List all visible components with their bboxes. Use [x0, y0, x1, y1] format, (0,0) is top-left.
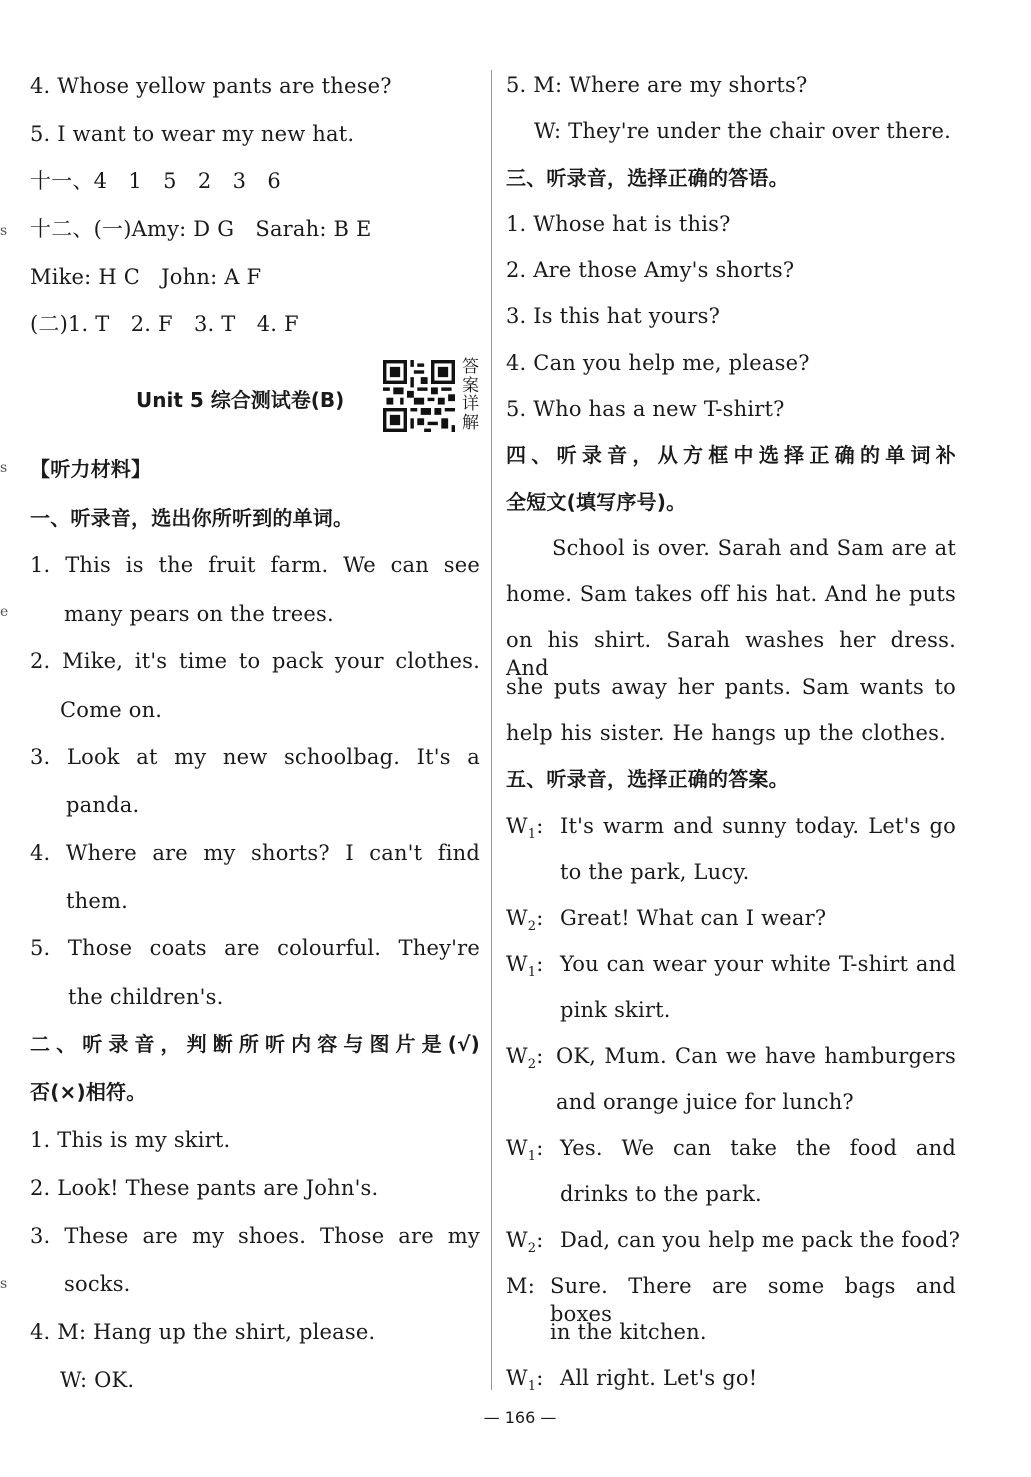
- section-title: 全短文(填写序号)。: [506, 490, 687, 514]
- answer-line: 4. Whose yellow pants are these?: [30, 74, 392, 98]
- passage-line: help his sister. He hangs up the clothes.: [506, 721, 946, 745]
- passage-line: on his shirt. Sarah washes her dress. And: [506, 628, 956, 680]
- unit-title: Unit 5 综合测试卷(B): [136, 388, 345, 412]
- edge-mark: s: [0, 460, 8, 476]
- dialog-line: to the park, Lucy.: [560, 860, 750, 884]
- section-title: 四、听录音，从方框中选择正确的单词补: [506, 443, 956, 467]
- question-line: 2. Mike, it's time to pack your clothes.: [30, 649, 480, 673]
- question-line: 5. Those coats are colourful. They're: [30, 936, 480, 960]
- speaker-tag: $W_1$:: [506, 1366, 544, 1395]
- question-line: 4. Can you help me, please?: [506, 351, 810, 375]
- section-title: 一、听录音，选出你所听到的单词。: [30, 506, 354, 530]
- answer-line: 十一、4 1 5 2 3 6: [30, 169, 281, 193]
- question-line: 5. Who has a new T-shirt?: [506, 397, 785, 421]
- question-line: W: They're under the chair over there.: [534, 119, 951, 143]
- answer-line: Mike: H C John: A F: [30, 265, 262, 289]
- question-line: Come on.: [60, 698, 163, 722]
- section-title: 否(×)相符。: [30, 1080, 147, 1104]
- passage-line: home. Sam takes off his hat. And he puts: [506, 582, 956, 606]
- question-line: 2. Are those Amy's shorts?: [506, 258, 795, 282]
- column-divider: [491, 70, 492, 1390]
- dialog-line: You can wear your white T-shirt and: [560, 952, 956, 976]
- dialog-line: drinks to the park.: [560, 1182, 762, 1206]
- qr-code-icon[interactable]: [383, 360, 455, 432]
- answer-line: (二)1. T 2. F 3. T 4. F: [30, 312, 299, 336]
- passage-line: she puts away her pants. Sam wants to: [506, 675, 956, 699]
- question-line: 1. Whose hat is this?: [506, 212, 731, 236]
- passage-line: School is over. Sarah and Sam are at: [552, 536, 956, 560]
- dialog-line: pink skirt.: [560, 998, 671, 1022]
- speaker-tag: M:: [506, 1274, 535, 1298]
- question-line: 3. Look at my new schoolbag. It's a: [30, 745, 480, 769]
- dialog-line: OK, Mum. Can we have hamburgers: [556, 1044, 956, 1068]
- dialog-line: in the kitchen.: [550, 1320, 707, 1344]
- section-title: 二、听录音，判断所听内容与图片是(√): [30, 1032, 480, 1056]
- question-line: W: OK.: [60, 1368, 135, 1392]
- question-line: them.: [66, 889, 128, 913]
- question-line: panda.: [66, 793, 140, 817]
- question-line: socks.: [64, 1272, 131, 1296]
- dialog-line: Great! What can I wear?: [560, 906, 827, 930]
- speaker-tag: $W_1$:: [506, 814, 544, 843]
- dialog-line: Sure. There are some bags and boxes: [550, 1274, 956, 1326]
- dialog-line: Dad, can you help me pack the food?: [560, 1228, 961, 1252]
- question-line: 3. These are my shoes. Those are my: [30, 1224, 480, 1248]
- question-line: 1. This is my skirt.: [30, 1128, 231, 1152]
- section-label: 【听力材料】: [30, 457, 152, 481]
- speaker-tag: $W_2$:: [506, 1228, 544, 1257]
- dialog-line: It's warm and sunny today. Let's go: [560, 814, 956, 838]
- question-line: the children's.: [68, 985, 224, 1009]
- answer-line: 5. I want to wear my new hat.: [30, 122, 355, 146]
- dialog-line: Yes. We can take the food and: [560, 1136, 956, 1160]
- question-line: 4. Where are my shorts? I can't find: [30, 841, 480, 865]
- speaker-tag: $W_1$:: [506, 1136, 544, 1165]
- question-line: 3. Is this hat yours?: [506, 304, 721, 328]
- qr-caption: 答案详解: [462, 357, 479, 433]
- question-line: many pears on the trees.: [64, 602, 334, 626]
- page-number: — 166 —: [483, 1408, 557, 1427]
- section-title: 三、听录音，选择正确的答语。: [506, 166, 789, 190]
- speaker-tag: $W_2$:: [506, 906, 544, 935]
- dialog-line: All right. Let's go!: [560, 1366, 758, 1390]
- speaker-tag: $W_2$:: [506, 1044, 544, 1073]
- edge-mark: e: [0, 604, 9, 620]
- question-line: 2. Look! These pants are John's.: [30, 1176, 379, 1200]
- dialog-line: and orange juice for lunch?: [556, 1090, 854, 1114]
- section-title: 五、听录音，选择正确的答案。: [506, 767, 789, 791]
- edge-mark: s: [0, 1276, 8, 1292]
- edge-mark: s: [0, 223, 8, 239]
- answer-line: 十二、(一)Amy: D G Sarah: B E: [30, 217, 372, 241]
- question-line: 1. This is the fruit farm. We can see: [30, 553, 480, 577]
- speaker-tag: $W_1$:: [506, 952, 544, 981]
- question-line: 5. M: Where are my shorts?: [506, 73, 808, 97]
- question-line: 4. M: Hang up the shirt, please.: [30, 1320, 376, 1344]
